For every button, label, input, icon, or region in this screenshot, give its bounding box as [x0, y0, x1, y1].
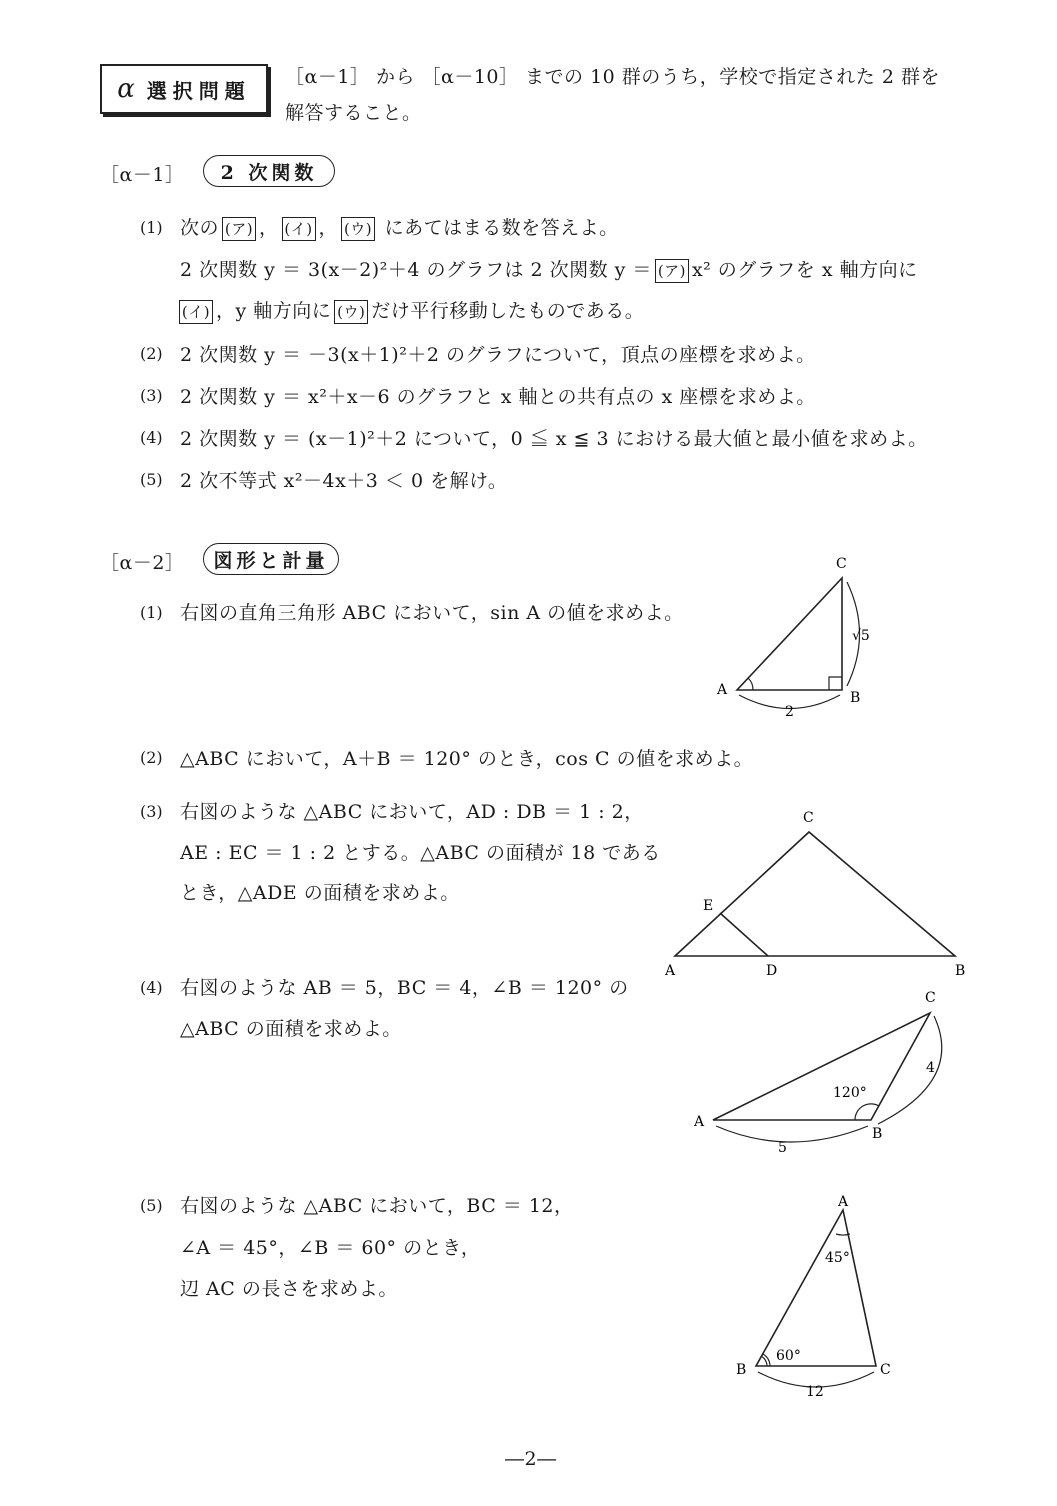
blank-u-2: (ウ): [334, 300, 368, 324]
fig4-side-ab: 5: [778, 1140, 787, 1156]
fig1-side-ab: 2: [785, 704, 794, 720]
fig3-label-e: E: [703, 898, 714, 914]
s1-q2-text: 2 次関数 y ＝ －3(x＋1)²＋2 のグラフについて，頂点の座標を求めよ。: [180, 344, 816, 366]
blank-i: (イ): [282, 217, 316, 241]
fig5-angle-b: 60°: [776, 1348, 801, 1364]
s1-q1-intro-post: にあてはまる数を答えよ。: [384, 217, 619, 239]
fig4-angle-b: 120°: [833, 1085, 867, 1101]
s2-q3-line1: 右図のような △ABC において，AD : DB ＝ 1 : 2，: [180, 801, 644, 823]
instruction-line1: ［α－1］ から ［α－10］ までの 10 群のうち，学校で指定された 2 群を: [285, 66, 940, 88]
s2-q4-line1: 右図のような AB ＝ 5，BC ＝ 4，∠B ＝ 120° の: [180, 977, 629, 999]
s1-q4-number: (4): [140, 428, 163, 447]
figure-triangle-ade: [675, 832, 955, 956]
s2-q5-number: (5): [140, 1196, 163, 1215]
blank-u: (ウ): [341, 217, 375, 241]
fig5-triangle: [756, 1210, 876, 1366]
s2-q5-line1: 右図のような △ABC において，BC ＝ 12，: [180, 1195, 574, 1217]
page-number: ―2―: [505, 1448, 557, 1470]
fig5-label-b: B: [736, 1362, 747, 1378]
s1-q5-text: 2 次不等式 x²－4x＋3 ＜ 0 を解け。: [180, 470, 508, 492]
s1-q1-line2-pre: 2 次関数 y ＝ 3(x－2)²＋4 のグラフは 2 次関数 y ＝: [180, 259, 652, 281]
fig1-triangle: [737, 578, 842, 690]
s2-q4-number: (4): [140, 978, 163, 997]
s2-q1-number: (1): [140, 603, 163, 622]
s2-q4-line2: △ABC の面積を求めよ。: [180, 1018, 402, 1040]
section1-title: 2 次関数: [203, 155, 335, 187]
fig1-label-c: C: [836, 556, 847, 572]
fig5-angle-b-arc-inner: [761, 1356, 767, 1366]
instruction-line2: 解答すること。: [285, 102, 422, 124]
fig3-triangle: [675, 832, 955, 956]
s1-q2-number: (2): [140, 344, 163, 363]
section2-title: 図形と計量: [203, 543, 339, 575]
section1-tag: ［α－1］: [100, 164, 185, 186]
s2-q2-number: (2): [140, 748, 163, 767]
selection-box-symbol: α: [117, 74, 141, 104]
sep: ，: [259, 217, 279, 239]
sep: ，: [318, 217, 339, 239]
fig5-side-bc: 12: [806, 1384, 824, 1400]
s1-q1-line3-post: だけ平行移動したものである。: [371, 300, 645, 322]
s1-q3-text: 2 次関数 y ＝ x²＋x－6 のグラフと x 軸との共有点の x 座標を求めよ。: [180, 386, 816, 408]
s2-q3-line3: とき，△ADE の面積を求めよ。: [180, 882, 460, 904]
fig4-brace-ab: [716, 1126, 868, 1142]
s2-q2-text: △ABC において，A＋B ＝ 120° のとき，cos C の値を求めよ。: [180, 748, 754, 770]
s1-q1-line3-mid: ，y 軸方向に: [216, 300, 332, 322]
fig5-angle-a-arc: [836, 1234, 850, 1235]
fig4-triangle: [713, 1013, 930, 1120]
fig3-label-c: C: [803, 810, 814, 826]
s1-q1-number: (1): [140, 218, 163, 237]
fig5-label-a: A: [838, 1194, 849, 1210]
blank-a-2: (ア): [655, 259, 689, 283]
fig4-label-b: B: [872, 1126, 883, 1142]
s1-q4-text: 2 次関数 y ＝ (x－1)²＋2 について，0 ≦ x ≦ 3 における最大値と最小値を求めよ。: [180, 428, 928, 450]
fig4-label-c: C: [925, 990, 936, 1006]
blank-a: (ア): [222, 217, 256, 241]
figure-right-triangle: [737, 578, 860, 709]
fig1-right-angle-mark: [829, 677, 842, 690]
fig4-label-a: A: [694, 1114, 705, 1130]
section2-tag: ［α－2］: [100, 552, 185, 574]
figure-angle-triangle: [756, 1210, 876, 1387]
selection-box-label: 選択問題: [146, 78, 251, 103]
blank-i-2: (イ): [179, 300, 213, 324]
fig4-side-bc: 4: [926, 1060, 935, 1076]
s2-q3-line2: AE : EC ＝ 1 : 2 とする。△ABC の面積が 18 である: [180, 842, 661, 864]
figure-obtuse-triangle: [713, 1013, 942, 1142]
fig1-side-bc: √5: [852, 628, 870, 644]
s2-q3-number: (3): [140, 802, 163, 821]
fig3-segment-de: [720, 913, 768, 956]
fig1-angle-a-arc: [748, 678, 753, 690]
s2-q5-line3: 辺 AC の長さを求めよ。: [180, 1278, 398, 1300]
fig5-label-c: C: [880, 1362, 891, 1378]
s2-q1-text: 右図の直角三角形 ABC において，sin A の値を求めよ。: [180, 602, 684, 624]
fig1-label-a: A: [717, 682, 728, 698]
s1-q1-line2-post: x² のグラフを x 軸方向に: [691, 259, 918, 281]
s1-q1-intro-pre: 次の: [180, 217, 220, 239]
fig3-label-b: B: [955, 963, 966, 979]
fig5-angle-a: 45°: [825, 1250, 850, 1266]
fig3-label-d: D: [766, 963, 778, 979]
s2-q5-line2: ∠A ＝ 45°，∠B ＝ 60° のとき，: [180, 1237, 481, 1259]
s1-q3-number: (3): [140, 386, 163, 405]
s1-q5-number: (5): [140, 470, 163, 489]
fig1-label-b: B: [850, 690, 861, 706]
fig3-label-a: A: [665, 963, 676, 979]
